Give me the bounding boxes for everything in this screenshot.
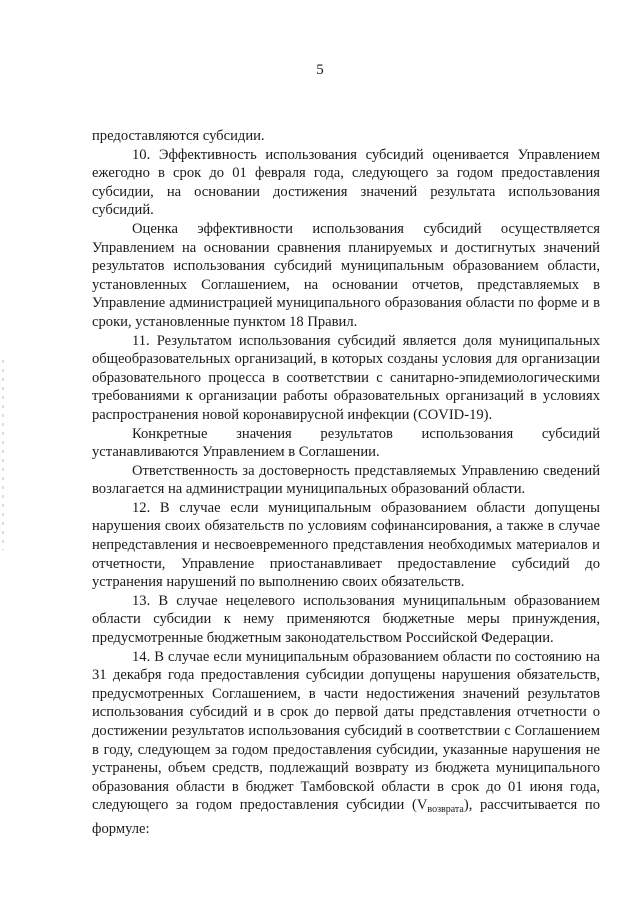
scan-edge-marks xyxy=(2,360,4,550)
document-body xyxy=(92,127,600,839)
page-number: 5 xyxy=(316,62,324,78)
paragraph-10: 10. Эффективность использования субсидий оценивается Управлением ежегодно в срок до 01 февраля года, следующего за годом предоставления субсидии, на основании достижения значений результата использования субсидий. xyxy=(92,146,600,219)
paragraph-11: 11. Результатом использования субсидий является доля муниципальных общеобразовательных организаций, в которых созданы условия для организации образовательного процесса в соответствии с санитарно-эпидемиологическими требованиями к организации работы образовательных организаций в условиях распространения новой коронавирусной инфекции (COVID-19). xyxy=(92,332,600,423)
paragraph-responsibility: Ответственность за достоверность представляемых Управлению сведений возлагается на администрации муниципальных образований области. xyxy=(92,462,600,498)
paragraph-13: 13. В случае нецелевого использования муниципальным образованием области субсидии к нему применяются бюджетные меры принуждения, предусмотренные бюджетным законодательством Российской Федерации. xyxy=(92,592,600,647)
paragraph-efficiency-assessment: Оценка эффективности использования субсидий осуществляется Управлением на основании сравнения планируемых и достигнутых значений результатов использования субсидий муниципальным образованием области, установленных Соглашением, на основании отчетов, представляемых в Управление администрацией муниципального образования области по форме и в сроки, установленные пунктом 18 Правил. xyxy=(92,220,600,330)
paragraph-12: 12. В случае если муниципальным образованием области допущены нарушения своих обязательств по условиям софинансирования, а также в случае непредставления и несвоевременного представления необходимых материалов и отчетности, Управление приостанавливает предоставление субсидий до устранения нарушений по выполнению своих обязательств. xyxy=(92,499,600,591)
paragraph-14-ending: ), рассчитывается по формуле: xyxy=(92,797,600,837)
paragraph-14-text: 14. В случае если муниципальным образованием области по состоянию на 31 декабря года предоставления субсидии допущены нарушения обязательств, предусмотренных Соглашением, в части недостижения значений результатов использования субсидий и в срок до первой даты представления отчетности о достижении результатов использования субсидий в соответствии с Соглашением в году, следующем за годом предоставления субсидии, указанные нарушения не устранены, объем средств, подлежащий возврату из бюджета муниципального образования области в бюджет Тамбовской области в срок до 01 июня года, следующего за годом предоставления субсидии (V xyxy=(92,648,600,814)
paragraph-14 xyxy=(92,648,600,839)
paragraph-continuation: предоставляются субсидии. xyxy=(92,128,265,144)
return-volume-subscript: возврата xyxy=(427,804,464,816)
paragraph-specific-values: Конкретные значения результатов использования субсидий устанавливаются Управлением в Соглашении. xyxy=(92,425,600,461)
